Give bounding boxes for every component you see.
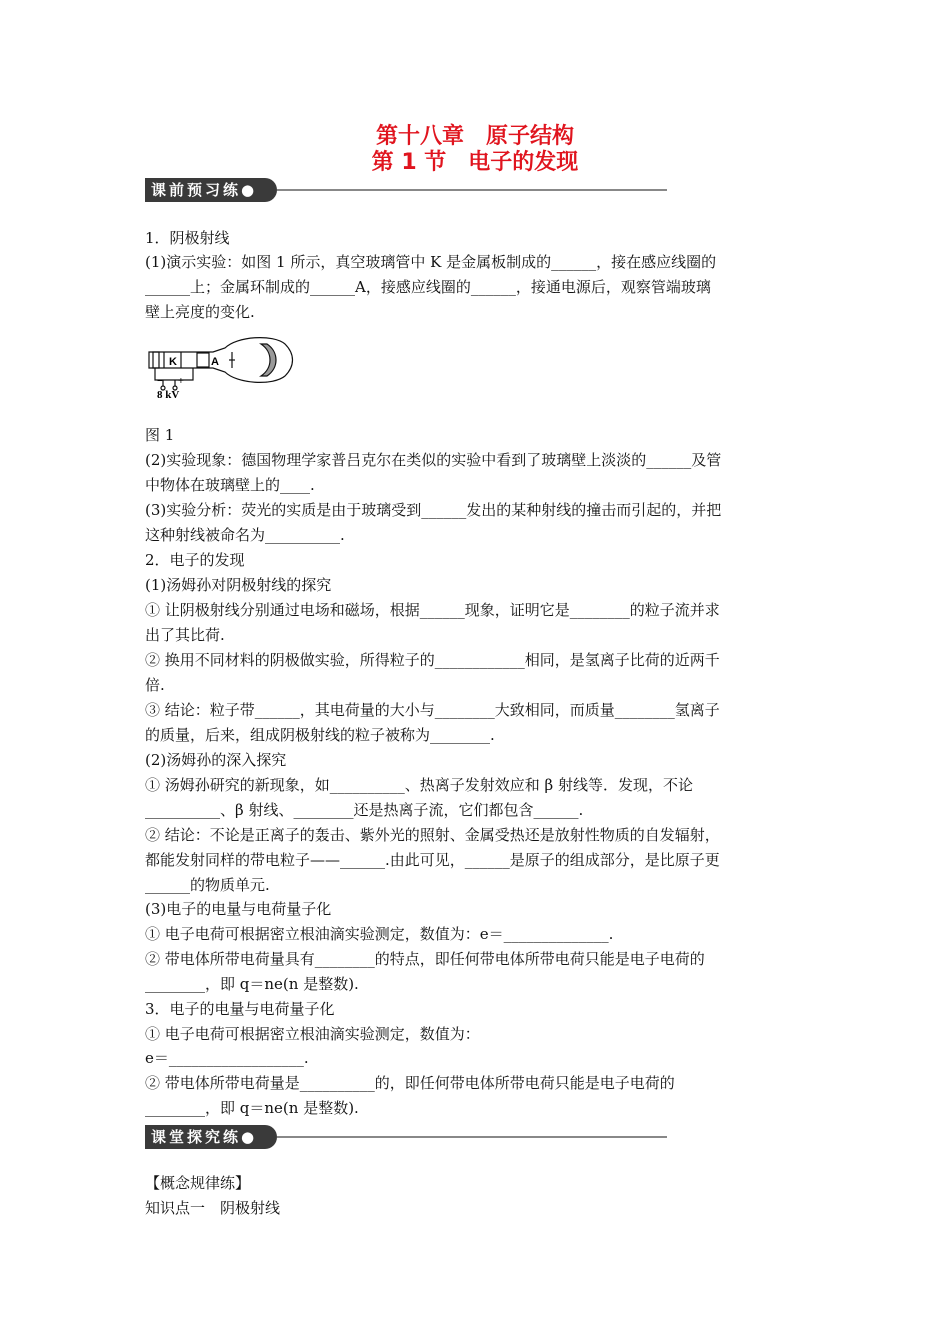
section-title: 第 1 节 电子的发现 bbox=[371, 150, 579, 175]
text-line: 3．电子的电量与电荷量子化 bbox=[145, 1000, 335, 1018]
label-voltage: 8 kV bbox=[157, 389, 180, 400]
text-line: (1)演示实验：如图 1 所示，真空玻璃管中 K 是金属板制成的______，接在感应线圈的 bbox=[145, 253, 717, 271]
text-line: (2)汤姆孙的深入探究 bbox=[145, 751, 287, 769]
preview-banner-label: 课前预习练● bbox=[145, 178, 277, 202]
text-line: 的质量，后来，组成阴极射线的粒子被称为________. bbox=[145, 726, 495, 744]
text-line: (3)实验分析：荧光的实质是由于玻璃受到______发出的某种射线的撞击而引起的，并把 bbox=[145, 501, 722, 519]
text-line: __________、β 射线、________还是热离子流，它们都包含______. bbox=[145, 801, 584, 819]
text-line: ________，即 q＝ne(n 是整数). bbox=[145, 1099, 359, 1117]
text-line: 出了其比荷. bbox=[145, 626, 225, 644]
text-line: ② 带电体所带电荷量是__________的，即任何带电体所带电荷只能是电子电荷的 bbox=[145, 1074, 675, 1092]
text-line: (2)实验现象：德国物理学家普吕克尔在类似的实验中看到了玻璃壁上淡淡的______及管 bbox=[145, 451, 722, 469]
cathode-ray-tube-figure bbox=[145, 334, 295, 404]
chapter-title: 第十八章 原子结构 bbox=[375, 124, 574, 149]
label-minus: − bbox=[157, 376, 163, 387]
text-line: 2．电子的发现 bbox=[145, 551, 245, 569]
text-line: 这种射线被命名为__________. bbox=[145, 526, 345, 544]
classroom-banner-rule bbox=[277, 1136, 667, 1138]
text-line: ① 电子电荷可根据密立根油滴实验测定，数值为：e＝______________. bbox=[145, 925, 614, 943]
text-line: (3)电子的电量与电荷量子化 bbox=[145, 900, 332, 918]
text-line: ① 汤姆孙研究的新现象，如__________、热离子发射效应和 β 射线等．发现，不论 bbox=[145, 776, 693, 794]
preview-banner-rule bbox=[277, 189, 667, 191]
text-line: ② 结论：不论是正离子的轰击、紫外光的照射、金属受热还是放射性物质的自发辐射， bbox=[145, 826, 720, 844]
text-line: 倍. bbox=[145, 676, 165, 694]
text-line: ________，即 q＝ne(n 是整数). bbox=[145, 975, 359, 993]
text-line: 壁上亮度的变化. bbox=[145, 303, 255, 321]
text-line: ______上；金属环制成的______A，接感应线圈的______，接通电源后，观察管端玻璃 bbox=[145, 278, 711, 296]
text-line: 中物体在玻璃壁上的____. bbox=[145, 476, 315, 494]
text-line: ② 带电体所带电荷量具有________的特点，即任何带电体所带电荷只能是电子电荷的 bbox=[145, 950, 705, 968]
text-line: e＝__________________. bbox=[145, 1049, 309, 1067]
section-heading: 【概念规律练】 bbox=[145, 1174, 251, 1192]
text-line: 1．阴极射线 bbox=[145, 229, 230, 247]
text-line: 都能发射同样的带电粒子——______.由此可见，______是原子的组成部分，是比原子更 bbox=[145, 851, 720, 869]
text-line: ① 让阴极射线分别通过电场和磁场，根据______现象，证明它是________的粒子流并求 bbox=[145, 601, 720, 619]
text-line: (1)汤姆孙对阴极射线的探究 bbox=[145, 576, 332, 594]
label-k: K bbox=[169, 356, 177, 368]
classroom-banner-label: 课堂探究练● bbox=[145, 1125, 277, 1149]
figure-caption: 图 1 bbox=[145, 426, 175, 444]
knowledge-point-heading: 知识点一 阴极射线 bbox=[145, 1199, 281, 1217]
label-a: A bbox=[211, 356, 219, 368]
text-line: ③ 结论：粒子带______，其电荷量的大小与________大致相同，而质量________氢离子 bbox=[145, 701, 720, 719]
text-line: ① 电子电荷可根据密立根油滴实验测定，数值为： bbox=[145, 1025, 480, 1043]
label-plus: + bbox=[178, 376, 184, 387]
text-line: ② 换用不同材料的阴极做实验，所得粒子的____________相同，是氢离子比荷的近两千 bbox=[145, 651, 720, 669]
text-line: ______的物质单元. bbox=[145, 876, 270, 894]
cathode-ray-tube-diagram bbox=[145, 334, 295, 400]
